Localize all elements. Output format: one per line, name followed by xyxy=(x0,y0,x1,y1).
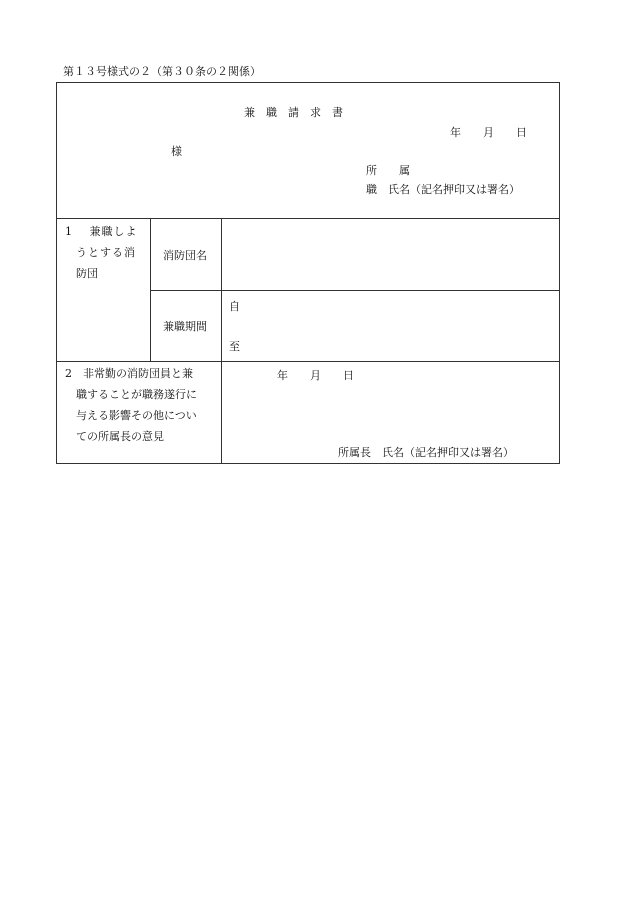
divider-section2 xyxy=(57,361,560,362)
period-label: 兼職期間 xyxy=(163,320,207,333)
section1-label-line1: 1 兼職しよ xyxy=(65,225,138,238)
form-number: 第１３号様式の２（第３０条の２関係） xyxy=(63,65,261,78)
section1-label-line2: うとする消 xyxy=(76,246,136,259)
section1-label-line3: 防団 xyxy=(76,267,98,280)
period-to-label: 至 xyxy=(229,340,240,353)
period-from-label: 自 xyxy=(229,300,240,313)
form-title: 兼 職 請 求 書 xyxy=(244,106,343,119)
request-date: 年 月 日 xyxy=(450,126,527,139)
divider-header xyxy=(57,218,560,219)
name-label: 職 氏名（記名押印又は署名） xyxy=(366,183,520,196)
section2-label-line1: 2 非常勤の消防団員と兼 xyxy=(65,367,193,380)
section2-label-line2: 職することが職務遂行に xyxy=(76,388,197,401)
divider-col2 xyxy=(221,218,222,464)
section2-label-line3: 与える影響その他につい xyxy=(76,409,197,422)
opinion-date: 年 月 日 xyxy=(277,369,354,382)
divider-col1 xyxy=(150,218,151,361)
affiliation-label: 所 属 xyxy=(366,164,410,177)
section2-label-line4: ての所属長の意見 xyxy=(76,430,164,443)
addressee-suffix: 様 xyxy=(171,145,182,158)
brigade-name-label: 消防団名 xyxy=(163,249,207,262)
supervisor-signature-label: 所属長 氏名（記名押印又は署名） xyxy=(338,446,514,459)
divider-period xyxy=(150,290,560,291)
